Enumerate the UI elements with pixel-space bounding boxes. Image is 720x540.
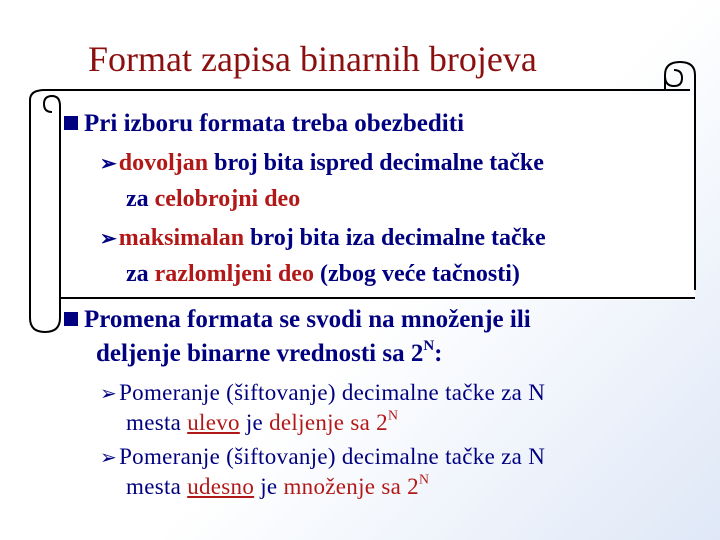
- tertiary-2-text: Pomeranje (šiftovanje) decimalne tačke za N: [119, 444, 546, 469]
- arrow-bullet-icon: ➢: [100, 447, 118, 469]
- sub-bullet-2-za: za: [126, 261, 155, 287]
- square-bullet-icon: [64, 116, 78, 130]
- sub-bullet-1-line-2: [126, 186, 300, 213]
- sub-bullet-1-line-1: [100, 150, 544, 177]
- highlight-razlomljeni: razlomljeni deo: [154, 261, 314, 287]
- sub-bullet-2-text: broj bita iza decimalne tačke: [244, 225, 546, 251]
- tertiary-2-line-1: [100, 444, 545, 470]
- tertiary-2-mesta: mesta: [126, 474, 188, 499]
- sub-bullet-1-za: za: [126, 186, 155, 212]
- exponent-n: N: [423, 337, 435, 354]
- bullet-2-colon: :: [434, 340, 443, 367]
- arrow-bullet-icon: ➢: [100, 383, 118, 405]
- highlight-udesno: udesno: [187, 474, 255, 499]
- sub-bullet-2-line-1: [100, 225, 546, 252]
- highlight-mnozenje: množenje sa 2: [283, 474, 419, 499]
- tertiary-1-line-2: [126, 407, 399, 436]
- sub-bullet-1-text: broj bita ispred decimalne tačke: [208, 150, 544, 176]
- bullet-2-line-1: [64, 306, 531, 334]
- arrow-bullet-icon: ➢: [100, 153, 117, 175]
- square-bullet-icon: [64, 312, 78, 326]
- tertiary-1-text: Pomeranje (šiftovanje) decimalne tačke za N: [119, 380, 546, 405]
- bullet-2-text-2: deljenje binarne vrednosti sa 2: [96, 340, 424, 367]
- highlight-celobrojni: celobrojni deo: [154, 186, 301, 212]
- sub-bullet-2-line-2: [126, 261, 520, 288]
- tertiary-1-line-1: [100, 380, 545, 406]
- bullet-2-text: Promena formata se svodi na množenje ili: [84, 306, 531, 333]
- bullet-1: [64, 110, 464, 138]
- tertiary-2-je: je: [254, 474, 284, 499]
- highlight-dovoljan: dovoljan: [118, 150, 209, 176]
- bullet-1-text: Pri izboru formata treba obezbediti: [84, 110, 465, 137]
- highlight-deljenje: deljenje sa 2: [269, 410, 388, 435]
- exponent-n: N: [387, 407, 399, 423]
- slide-title: Format zapisa binarnih brojeva: [88, 39, 537, 79]
- highlight-ulevo: ulevo: [187, 410, 240, 435]
- sub-bullet-2-tail: (zbog veće tačnosti): [313, 261, 520, 287]
- tertiary-2-line-2: [126, 471, 430, 500]
- highlight-maksimalan: maksimalan: [118, 225, 245, 251]
- exponent-n: N: [418, 471, 430, 487]
- arrow-bullet-icon: ➢: [100, 228, 117, 250]
- tertiary-1-mesta: mesta: [126, 410, 188, 435]
- bullet-2-line-2: [96, 337, 443, 368]
- tertiary-1-je: je: [239, 410, 270, 435]
